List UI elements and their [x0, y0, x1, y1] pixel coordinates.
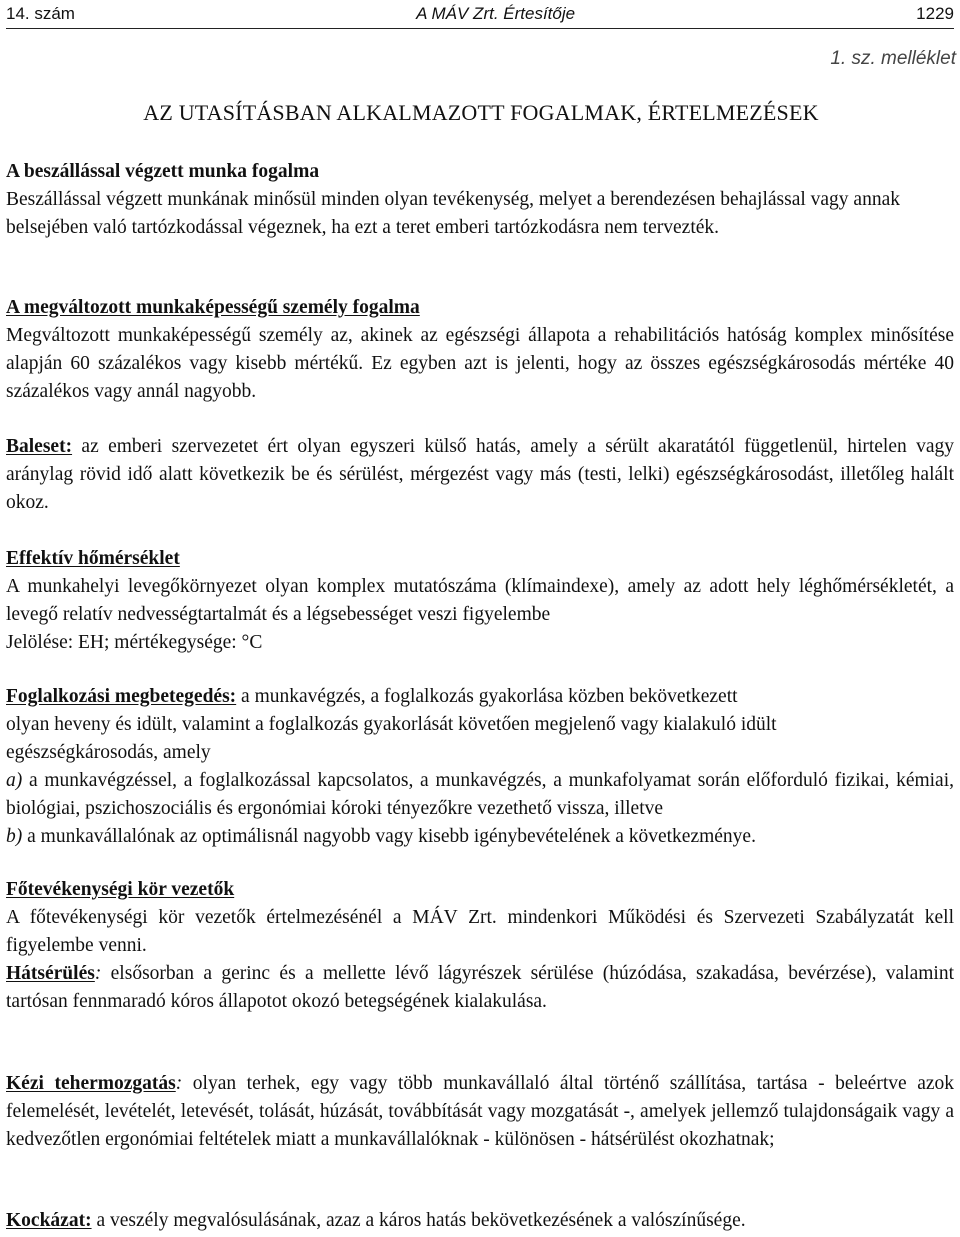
- definition-accident: az emberi szervezetet ért olyan egyszeri külső hatás, amely a sérült akaratától függetlenül, hirtelen vagy aránylag rövid idő alatt következik be és sérülést, mérgezést vagy más (testi, lelki) egészségkárosodást, illetőleg halált okoz.: [6, 436, 955, 513]
- definition-disabled-person: Megváltozott munkaképességű személy az, akinek az egészségi állapota a rehabilitációs hatóság komplex minősítése alapján 60 százalékos vagy kisebb mértékű. Ez egyben azt is jelenti, hogy az összes egészségkárosodás mértéke 40 százalékos vagy annál nagyobb.: [6, 325, 954, 402]
- term-occupational-disease: Foglalkozási megbetegedés:: [6, 686, 237, 707]
- annex-label: 1. sz. melléklet: [830, 48, 956, 69]
- journal-title: A MÁV Zrt. Értesítője: [416, 4, 576, 23]
- term-disabled-person: A megváltozott munkaképességű személy fogalma: [6, 297, 420, 318]
- definition-head-of-core-activity: A főtevékenységi kör vezetők értelmezésénél a MÁV Zrt. mindenkori Működési és Szervezeti Szabályzatát kell figyelembe venni.: [6, 907, 954, 956]
- section-accident: [6, 433, 954, 517]
- definition-occupational-disease-2: olyan heveny és idült, valamint a foglalkozás gyakorlását követően megjelenő vagy kialakuló idült: [6, 714, 777, 735]
- list-text-a: a munkavégzéssel, a foglalkozással kapcsolatos, a munkavégzés, a munkafolyamat során előforduló fizikai, kémiai, biológiai, pszichoszociális és ergonómiai kóroki tényezőkre vezethető vissza, illetve: [6, 770, 955, 819]
- section-risk: [6, 1207, 954, 1235]
- list-text-b: a munkavállalónak az optimálisnál nagyobb vagy kisebb igénybevételének a következménye.: [27, 826, 756, 847]
- document-title: AZ UTASÍTÁSBAN ALKALMAZOTT FOGALMAK, ÉRTELMEZÉSEK: [143, 100, 819, 125]
- header-divider: [6, 28, 954, 29]
- section-head-of-core-activity: [6, 876, 954, 960]
- definition-occupational-disease-3: egészségkárosodás, amely: [6, 742, 211, 763]
- colon-back-injury: :: [94, 963, 102, 984]
- issue-number: 14. szám: [6, 4, 75, 23]
- section-manual-handling: [6, 1070, 954, 1154]
- definition-risk: a veszély megvalósulásának, azaz a káros hatás bekövetkezésének a valószínűsége.: [96, 1210, 746, 1231]
- list-item-b: [6, 823, 954, 851]
- section-back-injury: [6, 960, 954, 1016]
- section-disabled-person: [6, 294, 954, 406]
- definition-confined-space: Beszállással végzett munkának minősül minden olyan tevékenység, melyet a berendezésen behajlással vagy annak belsejében való tartózkodással végeznek, ha ezt a teret emberi tartózkodásra nem tervezték.: [6, 189, 900, 238]
- definition-back-injury: elsősorban a gerinc és a mellette lévő lágyrészek sérülése (húzódása, szakadása, bevérzése), valamint tartósan fennmaradó kóros állapotot okozó betegségének kialakulása.: [6, 963, 954, 1012]
- section-occupational-disease: [6, 683, 954, 851]
- colon-manual-handling: :: [175, 1073, 183, 1094]
- term-effective-temperature: Effektív hőmérséklet: [6, 548, 180, 569]
- term-back-injury: Hátsérülés: [6, 963, 95, 984]
- term-accident: Baleset:: [6, 436, 73, 457]
- term-head-of-core-activity: Főtevékenységi kör vezetők: [6, 879, 235, 900]
- list-marker-a: a): [6, 770, 23, 791]
- definition-occupational-disease-1: a munkavégzés, a foglalkozás gyakorlása közben bekövetkezett: [241, 686, 738, 707]
- running-header: [6, 4, 954, 24]
- section-confined-space: [6, 158, 954, 242]
- section-effective-temperature: [6, 545, 954, 657]
- notation-effective-temperature: Jelölése: EH; mértékegysége: °C: [6, 632, 263, 653]
- definition-manual-handling: olyan terhek, egy vagy több munkavállaló által történő szállítása, tartása - beleértve azok felemelését, levételét, letevését, tolását, húzását, továbbítását vagy mozgatását -, amelyek jellemző tulajdonságaik vagy a kedvezőtlen ergonómiai feltételek miatt a munkavállalóknak - különösen - hátsérülést okozhatnak;: [6, 1073, 954, 1150]
- list-marker-b: b): [6, 826, 23, 847]
- term-confined-space: A beszállással végzett munka fogalma: [6, 161, 320, 182]
- term-manual-handling: Kézi tehermozgatás: [6, 1073, 176, 1094]
- page-number: 1229: [916, 4, 954, 23]
- list-item-a: [6, 767, 954, 823]
- definition-effective-temperature: A munkahelyi levegőkörnyezet olyan komplex mutatószáma (klímaindexe), amely az adott hely léghőmérsékletét, a levegő relatív nedvességtartalmát és a légsebességet veszi figyelembe: [6, 576, 954, 625]
- term-risk: Kockázat:: [6, 1210, 92, 1231]
